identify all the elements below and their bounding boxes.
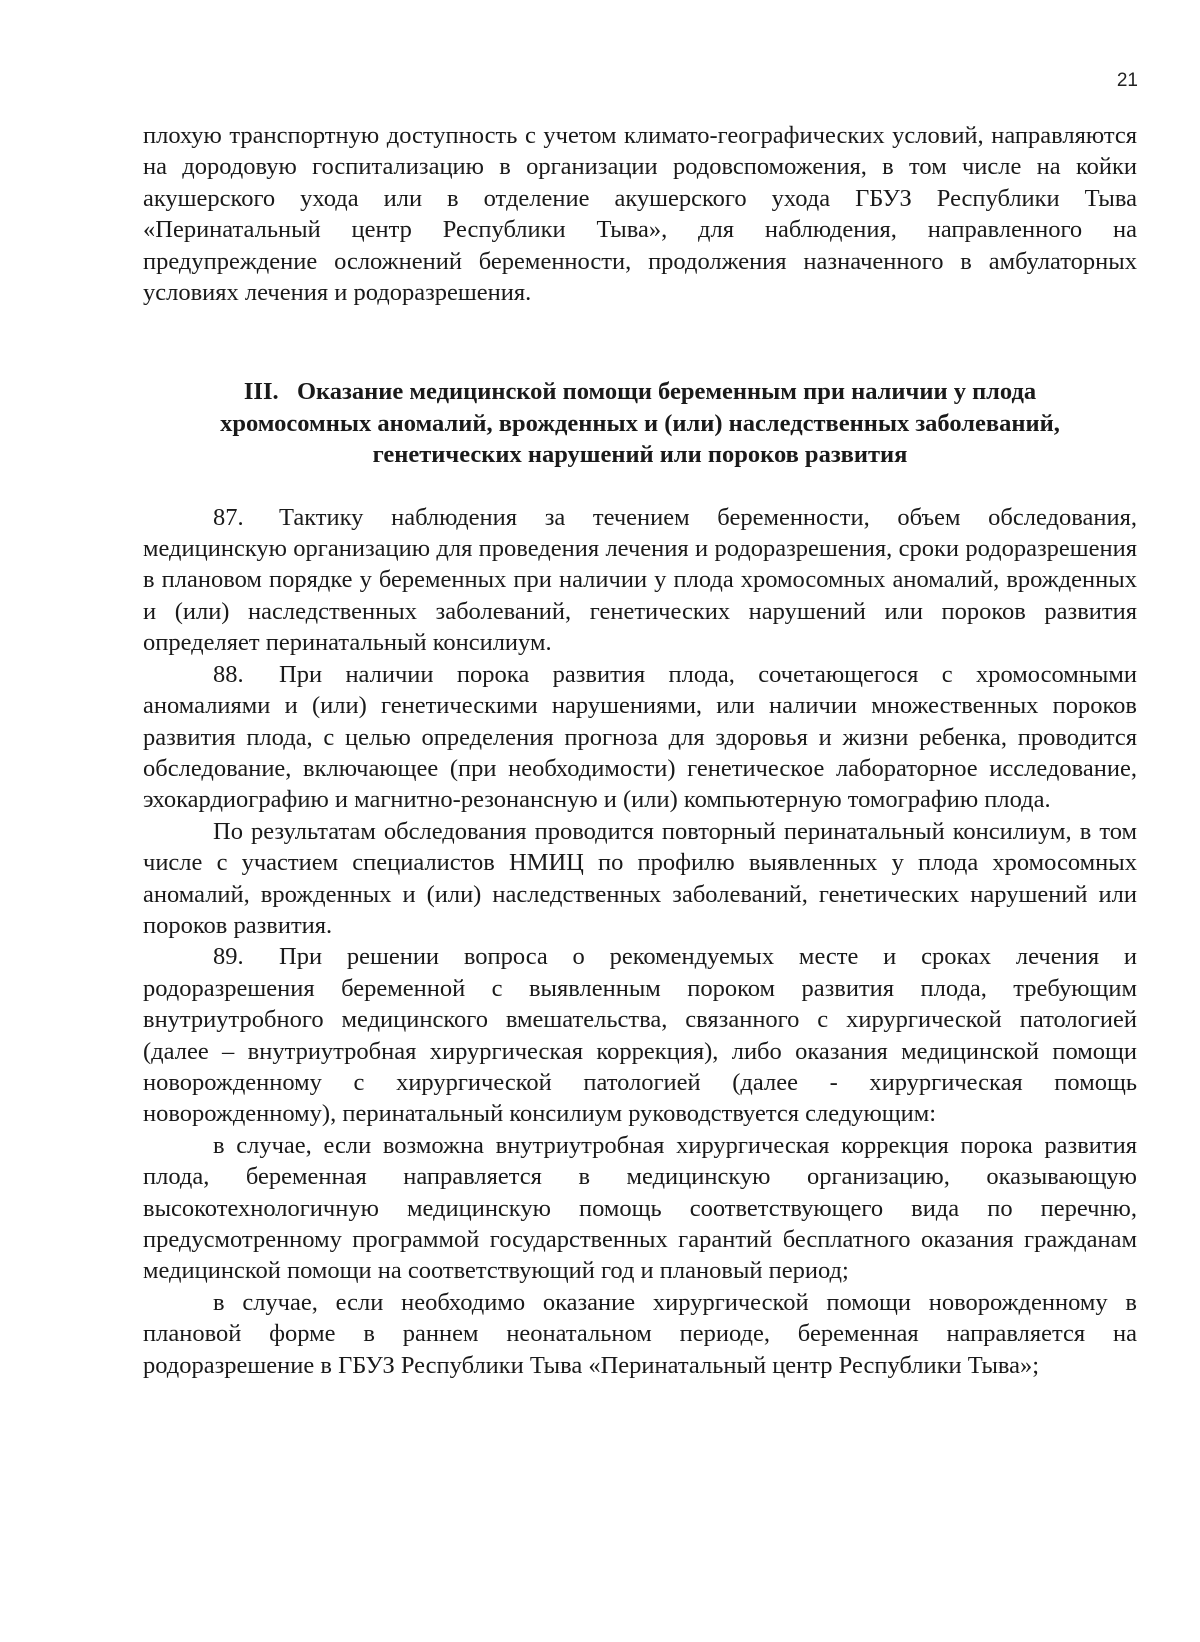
sub-paragraph-1: в случае, если возможна внутриутробная хирургическая коррекция порока развития плода, беременная направляется в медицинскую организацию, оказывающую высокотехнологичную медицинскую помощь соответствующего вида по перечню, предусмотренному программой государственных гарантий бесплатного оказания гражданам медицинской помощи на соответствующий год и плановый период; [143,1131,1137,1285]
paragraph-87 [143,502,1137,659]
page-number: 21 [1116,70,1138,91]
paragraph-text: При наличии порока развития плода, сочетающегося с хромосомными аномалиями и (или) генетическими нарушениями, или наличии множественных пороков развития плода, с целью определения прогноза для здоровья и жизни ребенка, проводится обследование, включающее (при необходимости) генетическое лабораторное исследование, эхокардиографию и магнитно-резонансную и (или) компьютерную томографию плода. [143,660,1137,814]
paragraph-number: 87. [213,503,244,531]
paragraph-number: 88. [213,660,244,688]
paragraph-89 [143,941,1137,1129]
paragraph-text: При решении вопроса о рекомендуемых месте и сроках лечения и родоразрешения беременной с выявленным пороком развития плода, требующим внутриутробного медицинского вмешательства, связанного с хирургической патологией (далее – внутриутробная хирургическая коррекция), либо оказания медицинской помощи новорожденному с хирургической патологией (далее - хирургическая помощь новорожденному), перинатальный консилиум руководствуется следующим: [143,943,1137,1128]
intro-paragraph: плохую транспортную доступность с учетом климато-географических условий, направляются на дородовую госпитализацию в организации родовспоможения, в том числе на койки акушерского ухода или в отделение акушерского ухода ГБУЗ Республики Тыва «Перинатальный центр Республики Тыва», для наблюдения, направленного на предупреждение осложнений беременности, продолжения назначенного в амбулаторных условиях лечения и родоразрешения. [143,122,1137,307]
sub-paragraph-2: в случае, если необходимо оказание хирургической помощи новорожденному в плановой форме в раннем неонатальном периоде, беременная направляется на родоразрешение в ГБУЗ Республики Тыва «Перинатальный центр Республики Тыва»; [143,1288,1137,1379]
paragraph-text: Тактику наблюдения за течением беременности, объем обследования, медицинскую организацию для проведения лечения и родоразрешения, сроки родоразрешения в плановом порядке у беременных при наличии у плода хромосомных аномалий, врожденных и (или) наследственных заболеваний, генетических нарушений или пороков развития определяет перинатальный консилиум. [143,503,1137,657]
paragraph-number: 89. [213,943,244,971]
paragraph-88 [143,659,1137,816]
section-heading [143,376,1137,470]
document-body [143,120,1137,1381]
section-heading-line-2: хромосомных аномалий, врожденных и (или) наследственных заболеваний, [220,409,1060,437]
paragraph-88-continuation: По результатам обследования проводится повторный перинатальный консилиум, в том числе с участием специалистов НМИЦ по профилю выявленных у плода хромосомных аномалий, врожденных и (или) наследственных заболеваний, генетических нарушений или пороков развития. [143,817,1137,939]
section-heading-line-1: III. Оказание медицинской помощи беременным при наличии у плода [243,378,1037,406]
section-heading-line-3: генетических нарушений или пороков развития [372,441,908,469]
